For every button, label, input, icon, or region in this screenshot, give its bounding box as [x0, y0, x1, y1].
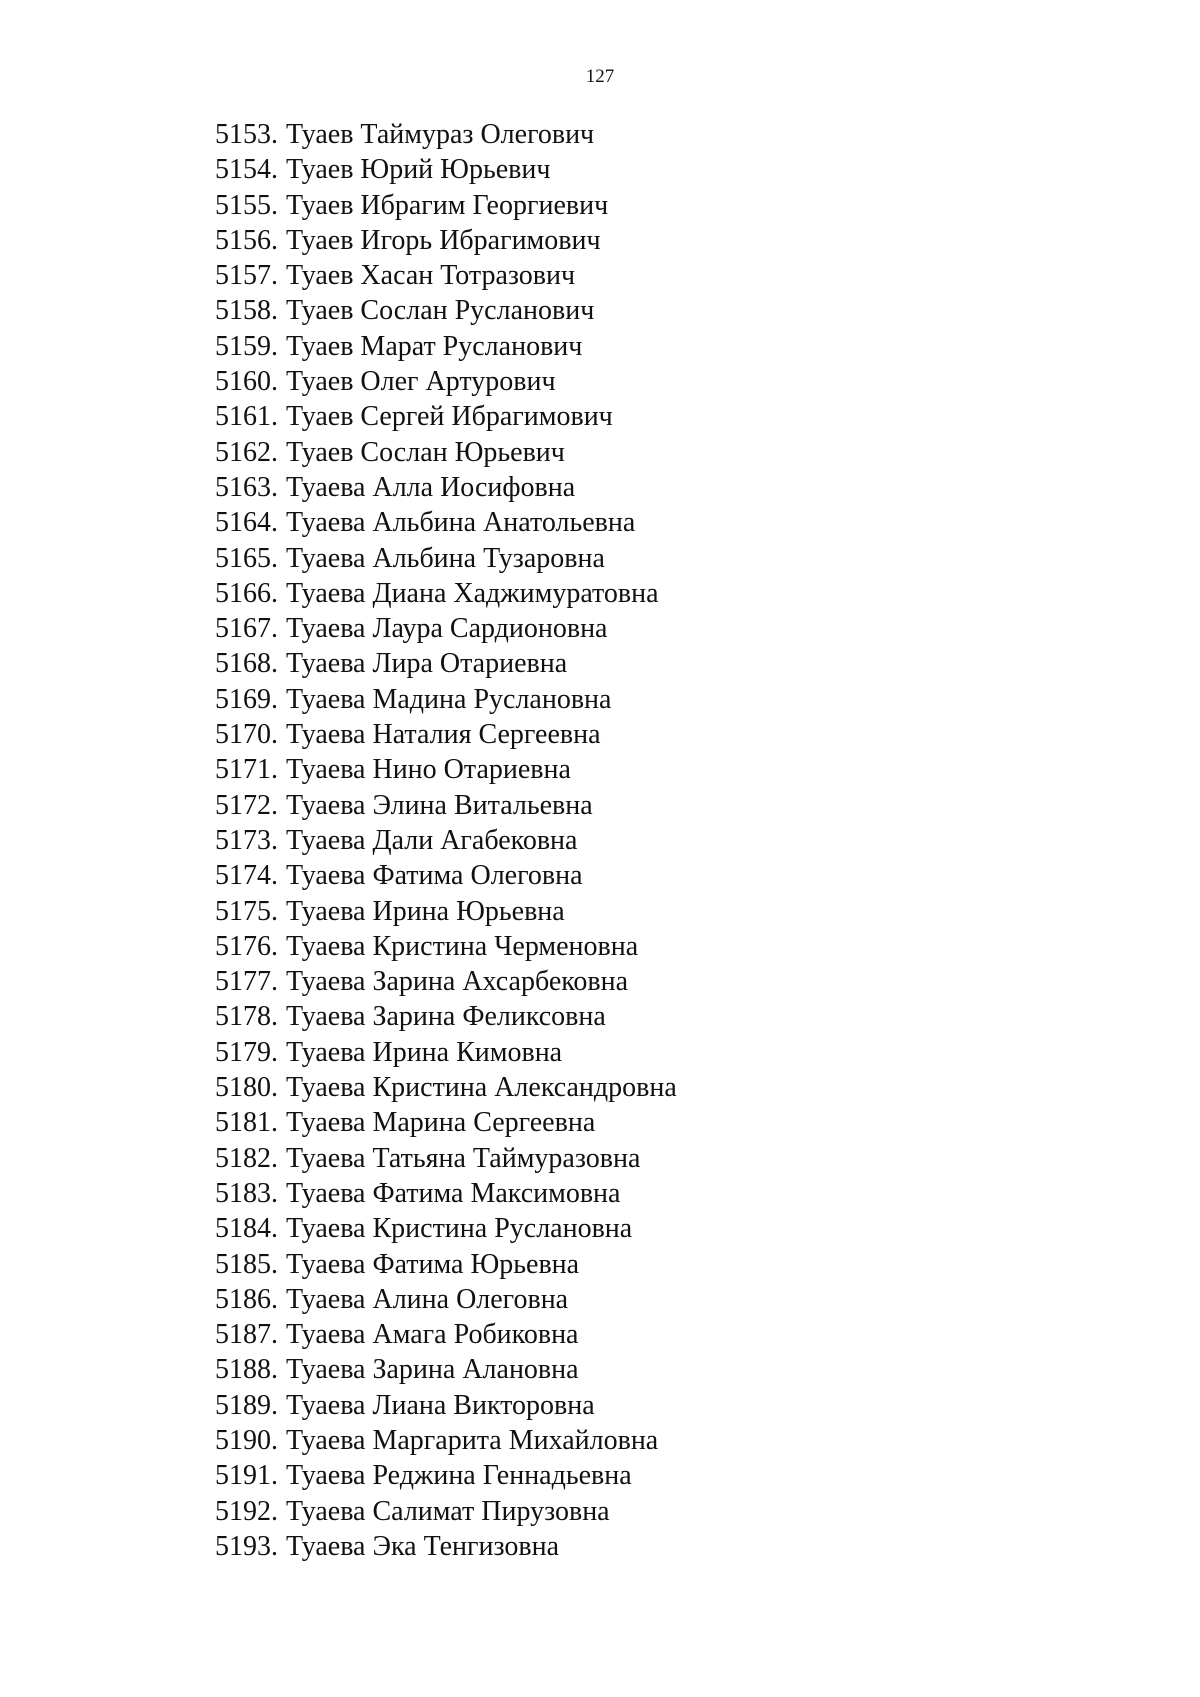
entry-name: Туаева Лиана Викторовна — [286, 1389, 595, 1421]
list-item — [215, 1035, 677, 1070]
entry-number: 5170. — [215, 719, 278, 751]
list-item — [215, 188, 677, 223]
list-item — [215, 682, 677, 717]
entry-name: Туаев Ибрагим Георгиевич — [286, 189, 609, 221]
entry-name: Туаева Реджина Геннадьевна — [286, 1460, 632, 1492]
entry-name: Туаев Юрий Юрьевич — [286, 154, 551, 186]
entry-name: Туаева Нино Отариевна — [286, 754, 571, 786]
list-item — [215, 823, 677, 858]
entry-name: Туаева Диана Хаджимуратовна — [286, 577, 659, 609]
list-item — [215, 329, 677, 364]
entry-number: 5181. — [215, 1107, 278, 1139]
entry-name: Туаева Алина Олеговна — [286, 1283, 569, 1315]
entry-number: 5186. — [215, 1283, 278, 1315]
list-item — [215, 1211, 677, 1246]
list-item — [215, 258, 677, 293]
entry-number: 5157. — [215, 260, 278, 292]
entry-name: Туаева Фатима Юрьевна — [286, 1248, 580, 1280]
list-item — [215, 399, 677, 434]
entry-name: Туаева Кристина Александровна — [286, 1072, 677, 1104]
entry-name: Туаева Фатима Максимовна — [286, 1177, 621, 1209]
entry-number: 5161. — [215, 401, 278, 433]
entry-name: Туаева Маргарита Михайловна — [286, 1424, 659, 1456]
entry-number: 5177. — [215, 966, 278, 998]
entry-name: Туаев Сергей Ибрагимович — [286, 401, 613, 433]
entry-number: 5155. — [215, 189, 278, 221]
entry-number: 5156. — [215, 224, 278, 256]
entry-name: Туаева Алла Иосифовна — [286, 471, 576, 503]
page-number: 127 — [585, 66, 615, 87]
entry-name: Туаева Амага Робиковна — [286, 1319, 579, 1351]
list-item — [215, 1352, 677, 1387]
entry-name: Туаева Лира Отариевна — [286, 648, 568, 680]
entry-number: 5165. — [215, 542, 278, 574]
list-item — [215, 929, 677, 964]
entry-name: Туаева Зарина Феликсовна — [286, 1001, 606, 1033]
entry-number: 5167. — [215, 613, 278, 645]
list-item — [215, 152, 677, 187]
entry-number: 5162. — [215, 436, 278, 468]
list-item — [215, 646, 677, 681]
entry-number: 5192. — [215, 1495, 278, 1527]
entry-number: 5171. — [215, 754, 278, 786]
entry-number: 5182. — [215, 1142, 278, 1174]
entry-number: 5183. — [215, 1177, 278, 1209]
entry-number: 5193. — [215, 1530, 278, 1562]
entry-name: Туаева Лаура Сардионовна — [286, 613, 608, 645]
list-item — [215, 717, 677, 752]
entry-name: Туаева Альбина Тузаровна — [286, 542, 605, 574]
entry-name: Туаев Олег Артурович — [286, 366, 556, 398]
entry-name: Туаев Марат Русланович — [286, 330, 583, 362]
list-item — [215, 964, 677, 999]
entry-number: 5175. — [215, 895, 278, 927]
list-item — [215, 293, 677, 328]
entry-number: 5158. — [215, 295, 278, 327]
entry-name: Туаева Зарина Ахсарбековна — [286, 966, 629, 998]
list-item — [215, 1070, 677, 1105]
entry-name: Туаева Дали Агабековна — [286, 824, 578, 856]
list-item — [215, 364, 677, 399]
entry-number: 5189. — [215, 1389, 278, 1421]
entry-name: Туаева Ирина Юрьевна — [286, 895, 565, 927]
entry-number: 5159. — [215, 330, 278, 362]
entry-name: Туаев Таймураз Олегович — [286, 119, 595, 150]
entry-number: 5190. — [215, 1424, 278, 1456]
list-item — [215, 505, 677, 540]
list-item — [215, 1529, 677, 1564]
entry-number: 5180. — [215, 1072, 278, 1104]
entry-name: Туаев Игорь Ибрагимович — [286, 224, 601, 256]
entry-number: 5174. — [215, 860, 278, 892]
entry-number: 5154. — [215, 154, 278, 186]
list-item — [215, 435, 677, 470]
list-item — [215, 470, 677, 505]
list-item — [215, 1388, 677, 1423]
entry-number: 5184. — [215, 1213, 278, 1245]
entry-name: Туаева Ирина Кимовна — [286, 1036, 563, 1068]
list-item — [215, 1176, 677, 1211]
entry-number: 5187. — [215, 1319, 278, 1351]
entry-name: Туаева Кристина Черменовна — [286, 930, 639, 962]
entry-number: 5191. — [215, 1460, 278, 1492]
list-item — [215, 541, 677, 576]
entry-name: Туаева Альбина Анатольевна — [286, 507, 636, 539]
entry-number: 5178. — [215, 1001, 278, 1033]
entry-name: Туаев Сослан Юрьевич — [286, 436, 565, 468]
entry-number: 5153. — [215, 119, 278, 150]
entry-number: 5172. — [215, 789, 278, 821]
entry-number: 5169. — [215, 683, 278, 715]
entry-number: 5185. — [215, 1248, 278, 1280]
entry-number: 5173. — [215, 824, 278, 856]
list-item — [215, 117, 677, 152]
entry-name: Туаева Наталия Сергеевна — [286, 719, 601, 751]
entry-name: Туаева Марина Сергеевна — [286, 1107, 596, 1139]
entry-number: 5176. — [215, 930, 278, 962]
entry-name: Туаев Сослан Русланович — [286, 295, 595, 327]
list-item — [215, 999, 677, 1034]
list-item — [215, 788, 677, 823]
list-item — [215, 1141, 677, 1176]
entry-number: 5188. — [215, 1354, 278, 1386]
entry-number: 5168. — [215, 648, 278, 680]
list-item — [215, 858, 677, 893]
entry-name: Туаева Кристина Руслановна — [286, 1213, 633, 1245]
entry-name: Туаева Фатима Олеговна — [286, 860, 583, 892]
list-item — [215, 1105, 677, 1140]
entry-number: 5179. — [215, 1036, 278, 1068]
list-item — [215, 1317, 677, 1352]
list-item — [215, 1282, 677, 1317]
entry-number: 5164. — [215, 507, 278, 539]
list-item — [215, 1423, 677, 1458]
entry-name: Туаева Мадина Руслановна — [286, 683, 612, 715]
list-item — [215, 576, 677, 611]
entry-name: Туаева Салимат Пирузовна — [286, 1495, 610, 1527]
list-item — [215, 752, 677, 787]
list-item — [215, 1458, 677, 1493]
entry-name: Туаева Зарина Алановна — [286, 1354, 579, 1386]
name-list — [215, 117, 677, 1564]
list-item — [215, 611, 677, 646]
list-item — [215, 1247, 677, 1282]
entry-name: Туаева Татьяна Таймуразовна — [286, 1142, 641, 1174]
list-item — [215, 894, 677, 929]
entry-name: Туаева Элина Витальевна — [286, 789, 593, 821]
entry-number: 5166. — [215, 577, 278, 609]
entry-name: Туаев Хасан Тотразович — [286, 260, 576, 292]
list-item — [215, 1494, 677, 1529]
list-item — [215, 223, 677, 258]
entry-number: 5160. — [215, 366, 278, 398]
entry-name: Туаева Эка Тенгизовна — [286, 1530, 560, 1562]
entry-number: 5163. — [215, 471, 278, 503]
